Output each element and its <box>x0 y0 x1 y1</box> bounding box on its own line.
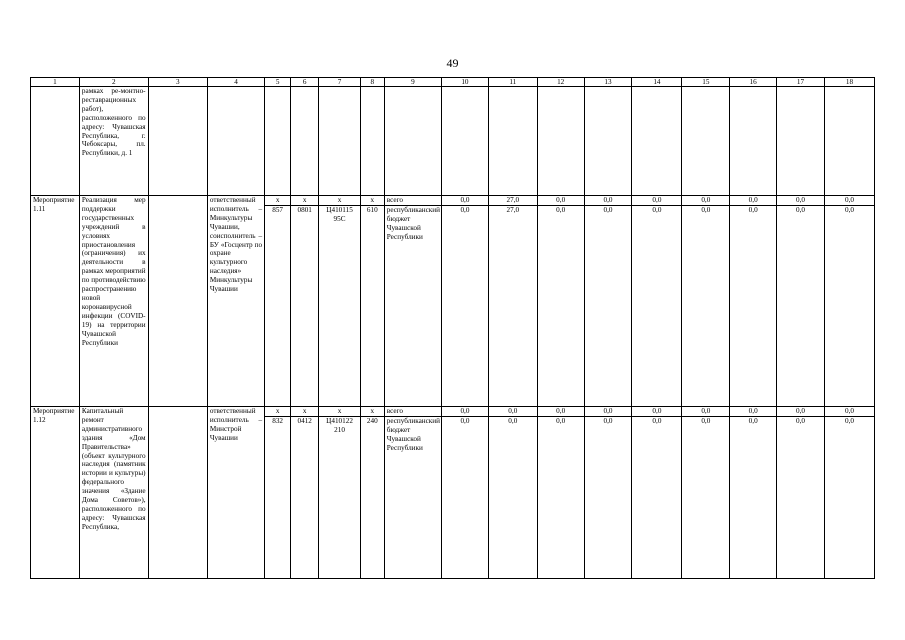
col-header: 14 <box>632 78 682 87</box>
vr-cell <box>360 407 384 579</box>
col-header: 17 <box>777 78 825 87</box>
value-cell <box>584 196 632 407</box>
value-text: 0,0 <box>844 205 854 214</box>
rzpr-total: x <box>291 407 318 417</box>
col-header: 10 <box>442 78 489 87</box>
table-row <box>31 407 875 579</box>
col-header: 18 <box>824 78 874 87</box>
cell <box>442 87 489 196</box>
cell <box>265 87 291 196</box>
vr-code: 610 <box>366 205 378 214</box>
cell <box>319 87 361 196</box>
value-cell <box>777 196 825 407</box>
responsible-executor: ответственный исполнитель – Минстрой Чувашии <box>207 407 264 579</box>
row-code: Мероприятие 1.11 <box>31 196 80 407</box>
value-text: 0,0 <box>538 407 584 417</box>
vr-cell <box>360 196 384 407</box>
value-cell <box>442 196 489 407</box>
col-header: 16 <box>730 78 777 87</box>
value-text: 0,0 <box>701 205 711 214</box>
cell <box>537 87 584 196</box>
value-text: 0,0 <box>748 416 758 425</box>
source-total: всего <box>385 196 441 206</box>
rzpr-code: 0412 <box>297 416 312 425</box>
grbs-total: x <box>265 407 290 417</box>
value-cell <box>488 196 537 407</box>
value-text: 0,0 <box>652 205 662 214</box>
row-code <box>31 87 80 196</box>
source-total: всего <box>385 407 441 417</box>
value-cell <box>632 196 682 407</box>
csr-total: x <box>319 196 360 206</box>
value-text: 0,0 <box>489 407 537 417</box>
cell <box>360 87 384 196</box>
value-cell <box>584 407 632 579</box>
value-text: 0,0 <box>632 196 681 206</box>
value-text: 0,0 <box>796 205 805 214</box>
value-text: 0,0 <box>585 407 632 417</box>
value-text: 0,0 <box>748 205 758 214</box>
value-cell <box>777 407 825 579</box>
value-cell <box>730 196 777 407</box>
cell <box>148 196 207 407</box>
value-cell <box>488 407 537 579</box>
source-cell <box>384 196 441 407</box>
vr-total: x <box>361 407 384 417</box>
cell <box>730 87 777 196</box>
value-text: 0,0 <box>632 407 681 417</box>
cell <box>777 87 825 196</box>
csr-code: Ц410122 210 <box>326 416 353 434</box>
page-number: 49 <box>446 56 459 70</box>
col-header: 12 <box>537 78 584 87</box>
csr-cell <box>319 196 361 407</box>
cell <box>824 87 874 196</box>
col-header: 4 <box>207 78 264 87</box>
value-text: 0,0 <box>844 416 854 425</box>
col-header: 1 <box>31 78 80 87</box>
cell <box>291 87 319 196</box>
value-text: 0,0 <box>508 416 518 425</box>
grbs-total: x <box>265 196 290 206</box>
event-name: рамках ре-монтно-реставрационных работ), расположенного по адресу: Чувашская Республика, г. Чебоксары, пл. Республики, д. 1 <box>79 87 148 196</box>
rzpr-code: 0801 <box>297 205 312 214</box>
value-text: 0,0 <box>730 196 776 206</box>
value-cell <box>537 407 584 579</box>
source-name: республиканский бюджет Чувашской Республики <box>386 205 440 241</box>
table-row <box>31 87 875 196</box>
value-text: 0,0 <box>603 205 613 214</box>
value-text: 0,0 <box>442 407 488 417</box>
value-text: 0,0 <box>556 416 566 425</box>
value-text: 0,0 <box>825 407 874 417</box>
value-cell <box>537 196 584 407</box>
value-text: 0,0 <box>442 196 488 206</box>
cell <box>148 407 207 579</box>
value-text: 0,0 <box>460 416 470 425</box>
value-text: 0,0 <box>460 205 470 214</box>
value-text: 0,0 <box>825 196 874 206</box>
col-header: 6 <box>291 78 319 87</box>
cell <box>384 87 441 196</box>
cell <box>207 87 264 196</box>
value-text: 0,0 <box>652 416 662 425</box>
program-table <box>30 77 875 579</box>
value-text: 0,0 <box>730 407 776 417</box>
col-header: 3 <box>148 78 207 87</box>
value-text: 0,0 <box>701 416 711 425</box>
cell <box>148 87 207 196</box>
value-cell <box>730 407 777 579</box>
value-cell <box>682 196 730 407</box>
col-header: 9 <box>384 78 441 87</box>
vr-code: 240 <box>366 416 378 425</box>
row-code: Мероприятие 1.12 <box>31 407 80 579</box>
rzpr-total: x <box>291 196 318 206</box>
value-text: 0,0 <box>682 407 729 417</box>
value-text: 27,0 <box>489 196 537 206</box>
table-row <box>31 196 875 407</box>
value-text: 0,0 <box>538 196 584 206</box>
rzpr-cell <box>291 407 319 579</box>
value-text: 0,0 <box>603 416 613 425</box>
value-cell <box>682 407 730 579</box>
grbs-cell <box>265 196 291 407</box>
value-cell <box>632 407 682 579</box>
value-text: 0,0 <box>777 196 824 206</box>
value-text: 27,0 <box>506 205 520 214</box>
csr-cell <box>319 407 361 579</box>
vr-total: x <box>361 196 384 206</box>
cell <box>584 87 632 196</box>
grbs-cell <box>265 407 291 579</box>
responsible-executor: ответственный исполнитель – Минкультуры Чувашии, соисполнитель – БУ «Госцентр по охране культурного наследия» Минкультуры Чувашии <box>207 196 264 407</box>
value-text: 0,0 <box>556 205 566 214</box>
value-text: 0,0 <box>796 416 805 425</box>
value-text: 0,0 <box>585 196 632 206</box>
csr-code: Ц410115 95С <box>326 205 353 223</box>
value-text: 0,0 <box>777 407 824 417</box>
cell <box>488 87 537 196</box>
event-name: Реализация мер поддержки государственных учреждений в условиях приостановления (ограничения) их деятельности в рамках мероприятий по противодействию распространению новой коронавирусной инфекции (COVID-19) на территории Чувашской Республики <box>79 196 148 407</box>
value-text: 0,0 <box>682 196 729 206</box>
col-header: 2 <box>79 78 148 87</box>
csr-total: x <box>319 407 360 417</box>
event-name: Капитальный ремонт административного здания «Дом Правительства» (объект культурного наследия (памятник истории и культуры) федерального значения «Здание Дома Советов»), расположенного по адресу: Чувашская Республика, <box>79 407 148 579</box>
rzpr-cell <box>291 196 319 407</box>
header-row <box>31 78 875 87</box>
value-cell <box>442 407 489 579</box>
source-cell <box>384 407 441 579</box>
col-header: 11 <box>488 78 537 87</box>
col-header: 5 <box>265 78 291 87</box>
col-header: 15 <box>682 78 730 87</box>
col-header: 13 <box>584 78 632 87</box>
col-header: 7 <box>319 78 361 87</box>
grbs-code: 857 <box>272 205 284 214</box>
source-name: республиканский бюджет Чувашской Республики <box>386 416 440 452</box>
value-cell <box>824 196 874 407</box>
cell <box>632 87 682 196</box>
cell <box>682 87 730 196</box>
grbs-code: 832 <box>272 416 284 425</box>
value-cell <box>824 407 874 579</box>
col-header: 8 <box>360 78 384 87</box>
